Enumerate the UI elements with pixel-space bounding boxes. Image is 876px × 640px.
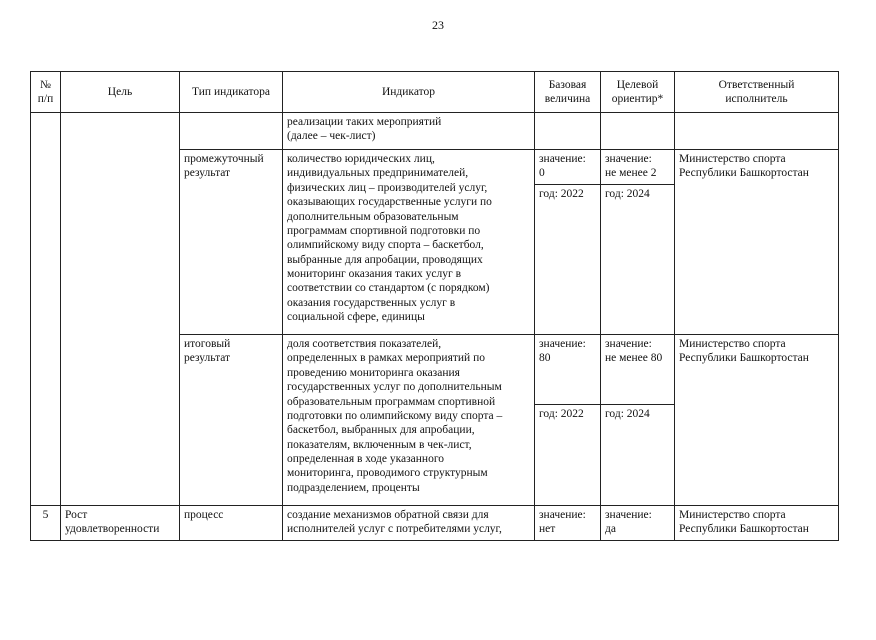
cell-indicator-continuation: реализации таких мероприятий (далее – чек-лист) xyxy=(283,113,535,150)
cell-responsible-intermediate: Министерство спорта Республики Башкортостан xyxy=(675,150,839,335)
cell-target-year-final: год: 2024 xyxy=(601,405,675,506)
cell-target-value-intermediate: значение: не менее 2 xyxy=(601,150,675,185)
cell-num-5: 5 xyxy=(31,506,61,541)
cell-base-year-final: год: 2022 xyxy=(535,405,601,506)
cell-target-empty xyxy=(601,113,675,150)
header-goal: Цель xyxy=(61,72,180,113)
cell-goal-empty xyxy=(61,113,180,506)
header-responsible: Ответственный исполнитель xyxy=(675,72,839,113)
cell-target-year-intermediate: год: 2024 xyxy=(601,185,675,335)
cell-type-5: процесс xyxy=(180,506,283,541)
cell-num-empty xyxy=(31,113,61,506)
cell-base-year-intermediate: год: 2022 xyxy=(535,185,601,335)
header-target: Целевой ориентир* xyxy=(601,72,675,113)
cell-indicator-intermediate: количество юридических лиц, индивидуальных предпринимателей, физических лиц – производителей услуг, оказывающих государственные услуги по дополнительным образовательным программам спортивной подготовки по олимпийскому виду спорта – баскетбол, выбранные для апробации, проводящих мониторинг оказания таких услуг в соответствии со стандартом (с порядком) оказания государственных услуг в социальной сфере, единицы xyxy=(283,150,535,335)
indicators-table xyxy=(30,71,839,541)
cell-type-final: итоговый результат xyxy=(180,335,283,506)
cell-base-value-intermediate: значение: 0 xyxy=(535,150,601,185)
cell-base-empty xyxy=(535,113,601,150)
table-row-5 xyxy=(31,506,839,541)
header-base-value: Базовая величина xyxy=(535,72,601,113)
cell-indicator-final: доля соответствия показателей, определенных в рамках мероприятий по проведению мониторинга оказания государственных услуг по дополнительным образовательным программам спортивной подготовки по олимпийскому виду спорта – баскетбол, выбранных для апробации, показателям, включенным в чек-лист, определенная в ходе указанного мониторинга, проводимого структурным подразделением, проценты xyxy=(283,335,535,506)
cell-responsible-5: Министерство спорта Республики Башкортостан xyxy=(675,506,839,541)
cell-goal-5: Рост удовлетворенности xyxy=(61,506,180,541)
cell-responsible-empty xyxy=(675,113,839,150)
table-row-continuation xyxy=(31,113,839,150)
table-header-row xyxy=(31,72,839,113)
header-indicator-type: Тип индикатора xyxy=(180,72,283,113)
cell-responsible-final: Министерство спорта Республики Башкортостан xyxy=(675,335,839,506)
cell-base-value-final: значение: 80 xyxy=(535,335,601,405)
cell-target-value-final: значение: не менее 80 xyxy=(601,335,675,405)
cell-target-value-5: значение: да xyxy=(601,506,675,541)
page-number: 23 xyxy=(432,18,444,32)
cell-indicator-5: создание механизмов обратной связи для исполнителей услуг с потребителями услуг, xyxy=(283,506,535,541)
cell-type-intermediate: промежуточный результат xyxy=(180,150,283,335)
cell-base-value-5: значение: нет xyxy=(535,506,601,541)
header-num: № п/п xyxy=(31,72,61,113)
cell-type-empty xyxy=(180,113,283,150)
header-indicator: Индикатор xyxy=(283,72,535,113)
